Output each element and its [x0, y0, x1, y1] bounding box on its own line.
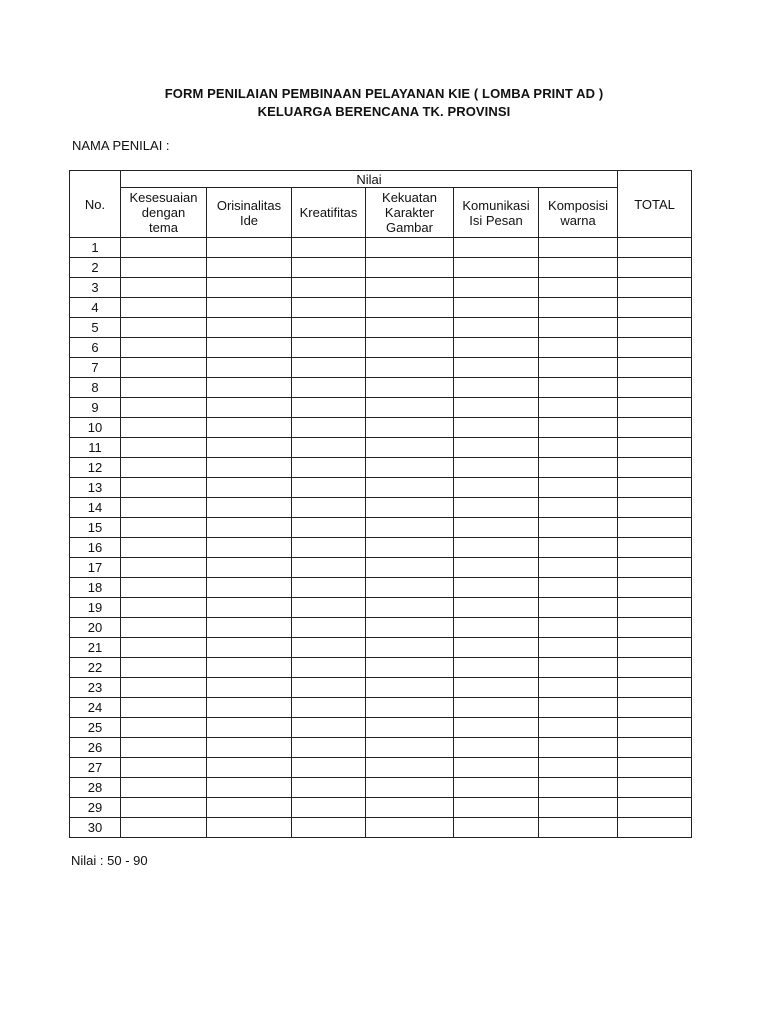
- score-range-note: Nilai : 50 - 90: [71, 853, 148, 868]
- row-number: 8: [70, 378, 121, 398]
- row-number: 23: [70, 678, 121, 698]
- table-row: [70, 758, 692, 778]
- score-cell[interactable]: [366, 658, 454, 678]
- score-cell[interactable]: [539, 678, 618, 698]
- score-cell[interactable]: [366, 438, 454, 458]
- score-cell[interactable]: [366, 498, 454, 518]
- table-row: [70, 778, 692, 798]
- total-cell[interactable]: [618, 338, 692, 358]
- table-row: [70, 818, 692, 838]
- score-cell[interactable]: [366, 618, 454, 638]
- criterion-label-line: Isi Pesan: [469, 212, 523, 228]
- score-cell[interactable]: [454, 398, 539, 418]
- score-cell[interactable]: [292, 718, 366, 738]
- row-number: 30: [70, 818, 121, 838]
- score-cell[interactable]: [454, 378, 539, 398]
- score-cell[interactable]: [207, 798, 292, 818]
- score-cell[interactable]: [207, 318, 292, 338]
- score-cell[interactable]: [292, 498, 366, 518]
- score-cell[interactable]: [292, 238, 366, 258]
- total-cell[interactable]: [618, 518, 692, 538]
- score-cell[interactable]: [121, 518, 207, 538]
- score-cell[interactable]: [454, 278, 539, 298]
- score-cell[interactable]: [539, 278, 618, 298]
- score-cell[interactable]: [207, 458, 292, 478]
- total-cell[interactable]: [618, 778, 692, 798]
- table-row: [70, 678, 692, 698]
- total-cell[interactable]: [618, 358, 692, 378]
- score-cell[interactable]: [292, 258, 366, 278]
- score-cell[interactable]: [366, 358, 454, 378]
- table-row: [70, 498, 692, 518]
- score-cell[interactable]: [454, 418, 539, 438]
- score-cell[interactable]: [207, 698, 292, 718]
- score-cell[interactable]: [121, 658, 207, 678]
- row-number: 1: [70, 238, 121, 258]
- criterion-label-line: Komunikasi: [462, 197, 530, 213]
- score-cell[interactable]: [539, 578, 618, 598]
- row-number: 24: [70, 698, 121, 718]
- score-cell[interactable]: [207, 598, 292, 618]
- score-cell[interactable]: [454, 818, 539, 838]
- score-cell[interactable]: [539, 598, 618, 618]
- row-number: 14: [70, 498, 121, 518]
- score-cell[interactable]: [207, 658, 292, 678]
- total-cell[interactable]: [618, 698, 692, 718]
- row-number: 12: [70, 458, 121, 478]
- score-cell[interactable]: [292, 658, 366, 678]
- form-title: FORM PENILAIAN PEMBINAAN PELAYANAN KIE ( LOMBA PRINT AD ): [164, 86, 604, 101]
- form-subtitle: KELUARGA BERENCANA TK. PROVINSI: [257, 104, 511, 119]
- total-cell[interactable]: [618, 758, 692, 778]
- header-criterion: [292, 188, 366, 238]
- score-cell[interactable]: [454, 778, 539, 798]
- score-cell[interactable]: [121, 638, 207, 658]
- total-cell[interactable]: [618, 598, 692, 618]
- score-cell[interactable]: [207, 398, 292, 418]
- total-cell[interactable]: [618, 278, 692, 298]
- score-cell[interactable]: [207, 818, 292, 838]
- score-cell[interactable]: [454, 798, 539, 818]
- score-cell[interactable]: [121, 498, 207, 518]
- score-cell[interactable]: [539, 458, 618, 478]
- score-cell[interactable]: [366, 418, 454, 438]
- table-row: [70, 738, 692, 758]
- table-row: [70, 318, 692, 338]
- score-cell[interactable]: [207, 638, 292, 658]
- criterion-label-line: Gambar: [386, 220, 433, 235]
- score-cell[interactable]: [454, 498, 539, 518]
- score-cell[interactable]: [207, 338, 292, 358]
- row-number: 17: [70, 558, 121, 578]
- score-cell[interactable]: [366, 698, 454, 718]
- table-row: [70, 338, 692, 358]
- row-number: 7: [70, 358, 121, 378]
- row-number: 6: [70, 338, 121, 358]
- table-row: [70, 298, 692, 318]
- score-cell[interactable]: [121, 338, 207, 358]
- score-cell[interactable]: [292, 798, 366, 818]
- table-row: [70, 258, 692, 278]
- score-cell[interactable]: [292, 338, 366, 358]
- score-cell[interactable]: [539, 318, 618, 338]
- table-row: [70, 518, 692, 538]
- score-cell[interactable]: [121, 718, 207, 738]
- total-cell[interactable]: [618, 798, 692, 818]
- score-cell[interactable]: [121, 478, 207, 498]
- score-cell[interactable]: [207, 778, 292, 798]
- total-cell[interactable]: [618, 418, 692, 438]
- total-cell[interactable]: [618, 398, 692, 418]
- score-cell[interactable]: [366, 278, 454, 298]
- score-cell[interactable]: [454, 698, 539, 718]
- total-cell[interactable]: [618, 678, 692, 698]
- score-cell[interactable]: [366, 378, 454, 398]
- score-cell[interactable]: [366, 318, 454, 338]
- score-cell[interactable]: [454, 538, 539, 558]
- total-cell[interactable]: [618, 818, 692, 838]
- row-number: 22: [70, 658, 121, 678]
- table-row: [70, 418, 692, 438]
- score-cell[interactable]: [454, 758, 539, 778]
- score-cell[interactable]: [366, 818, 454, 838]
- total-cell[interactable]: [618, 318, 692, 338]
- score-cell[interactable]: [539, 798, 618, 818]
- row-number: 3: [70, 278, 121, 298]
- table-row: [70, 398, 692, 418]
- total-cell[interactable]: [618, 638, 692, 658]
- score-cell[interactable]: [454, 298, 539, 318]
- score-cell[interactable]: [454, 738, 539, 758]
- assessment-table: [69, 170, 692, 838]
- header-criterion: [121, 188, 207, 238]
- row-number: 21: [70, 638, 121, 658]
- score-cell[interactable]: [121, 278, 207, 298]
- score-cell[interactable]: [121, 418, 207, 438]
- score-cell[interactable]: [207, 578, 292, 598]
- score-cell[interactable]: [207, 758, 292, 778]
- score-cell[interactable]: [207, 618, 292, 638]
- score-cell[interactable]: [539, 698, 618, 718]
- table-row: [70, 698, 692, 718]
- table-row: [70, 638, 692, 658]
- row-number: 25: [70, 718, 121, 738]
- score-cell[interactable]: [366, 758, 454, 778]
- row-number: 28: [70, 778, 121, 798]
- score-cell[interactable]: [539, 558, 618, 578]
- score-cell[interactable]: [207, 538, 292, 558]
- score-cell[interactable]: [539, 418, 618, 438]
- score-cell[interactable]: [366, 678, 454, 698]
- score-cell[interactable]: [454, 478, 539, 498]
- criterion-label-line: Komposisi: [548, 197, 608, 213]
- total-cell[interactable]: [618, 298, 692, 318]
- row-number: 2: [70, 258, 121, 278]
- score-cell[interactable]: [454, 618, 539, 638]
- score-cell[interactable]: [207, 518, 292, 538]
- score-cell[interactable]: [454, 658, 539, 678]
- score-cell[interactable]: [539, 298, 618, 318]
- score-cell[interactable]: [539, 338, 618, 358]
- score-cell[interactable]: [207, 358, 292, 378]
- total-cell[interactable]: [618, 618, 692, 638]
- score-cell[interactable]: [121, 798, 207, 818]
- score-cell[interactable]: [121, 818, 207, 838]
- table-row: [70, 458, 692, 478]
- table-body: [70, 238, 692, 838]
- score-cell[interactable]: [366, 598, 454, 618]
- score-cell[interactable]: [292, 698, 366, 718]
- score-cell[interactable]: [207, 558, 292, 578]
- score-cell[interactable]: [366, 718, 454, 738]
- score-cell[interactable]: [121, 758, 207, 778]
- score-cell[interactable]: [366, 458, 454, 478]
- score-cell[interactable]: [121, 298, 207, 318]
- score-cell[interactable]: [539, 718, 618, 738]
- criterion-label-line: Ide: [239, 212, 259, 228]
- score-cell[interactable]: [366, 518, 454, 538]
- score-cell[interactable]: [207, 238, 292, 258]
- score-cell[interactable]: [207, 738, 292, 758]
- score-cell[interactable]: [454, 258, 539, 278]
- criterion-label-line: tema: [149, 220, 178, 235]
- score-cell[interactable]: [539, 638, 618, 658]
- score-cell[interactable]: [121, 738, 207, 758]
- row-number: 4: [70, 298, 121, 318]
- total-cell[interactable]: [618, 578, 692, 598]
- total-cell[interactable]: [618, 558, 692, 578]
- score-cell[interactable]: [454, 558, 539, 578]
- header-criterion: [539, 188, 618, 238]
- score-cell[interactable]: [121, 618, 207, 638]
- score-cell[interactable]: [121, 598, 207, 618]
- table-row: [70, 658, 692, 678]
- score-cell[interactable]: [454, 338, 539, 358]
- score-cell[interactable]: [121, 438, 207, 458]
- total-cell[interactable]: [618, 258, 692, 278]
- score-cell[interactable]: [454, 578, 539, 598]
- header-nilai-group: Nilai: [121, 171, 618, 188]
- score-cell[interactable]: [292, 438, 366, 458]
- total-cell[interactable]: [618, 658, 692, 678]
- score-cell[interactable]: [366, 578, 454, 598]
- score-cell[interactable]: [121, 258, 207, 278]
- table-row: [70, 578, 692, 598]
- table-row: [70, 238, 692, 258]
- score-cell[interactable]: [121, 398, 207, 418]
- score-cell[interactable]: [539, 478, 618, 498]
- score-cell[interactable]: [539, 438, 618, 458]
- row-number: 26: [70, 738, 121, 758]
- score-cell[interactable]: [292, 518, 366, 538]
- table-row: [70, 538, 692, 558]
- score-cell[interactable]: [454, 458, 539, 478]
- score-cell[interactable]: [366, 778, 454, 798]
- row-number: 5: [70, 318, 121, 338]
- score-cell[interactable]: [292, 278, 366, 298]
- row-number: 29: [70, 798, 121, 818]
- score-cell[interactable]: [454, 718, 539, 738]
- table-row: [70, 558, 692, 578]
- row-number: 27: [70, 758, 121, 778]
- score-cell[interactable]: [292, 638, 366, 658]
- score-cell[interactable]: [292, 678, 366, 698]
- score-cell[interactable]: [292, 558, 366, 578]
- criterion-label-line: Orisinalitas: [216, 197, 282, 213]
- score-cell[interactable]: [366, 298, 454, 318]
- score-cell[interactable]: [366, 398, 454, 418]
- score-cell[interactable]: [121, 358, 207, 378]
- score-cell[interactable]: [121, 778, 207, 798]
- score-cell[interactable]: [292, 578, 366, 598]
- row-number: 19: [70, 598, 121, 618]
- score-cell[interactable]: [366, 238, 454, 258]
- score-cell[interactable]: [366, 738, 454, 758]
- criterion-label-line: dengan: [141, 205, 186, 220]
- score-cell[interactable]: [366, 478, 454, 498]
- score-cell[interactable]: [539, 778, 618, 798]
- total-cell[interactable]: [618, 478, 692, 498]
- score-cell[interactable]: [454, 438, 539, 458]
- score-cell[interactable]: [292, 398, 366, 418]
- score-cell[interactable]: [539, 758, 618, 778]
- score-cell[interactable]: [539, 658, 618, 678]
- total-cell[interactable]: [618, 718, 692, 738]
- score-cell[interactable]: [366, 258, 454, 278]
- score-cell[interactable]: [207, 678, 292, 698]
- table-row: [70, 358, 692, 378]
- score-cell[interactable]: [207, 298, 292, 318]
- score-cell[interactable]: [454, 598, 539, 618]
- score-cell[interactable]: [207, 498, 292, 518]
- table-row: [70, 798, 692, 818]
- score-cell[interactable]: [121, 318, 207, 338]
- score-cell[interactable]: [207, 278, 292, 298]
- score-cell[interactable]: [207, 418, 292, 438]
- total-cell[interactable]: [618, 378, 692, 398]
- criterion-label-line: Kesesuaian: [129, 190, 198, 205]
- score-cell[interactable]: [121, 698, 207, 718]
- score-cell[interactable]: [366, 558, 454, 578]
- score-cell[interactable]: [454, 518, 539, 538]
- score-cell[interactable]: [292, 318, 366, 338]
- score-cell[interactable]: [207, 258, 292, 278]
- score-cell[interactable]: [539, 258, 618, 278]
- header-no: No.: [70, 171, 121, 238]
- score-cell[interactable]: [539, 518, 618, 538]
- score-cell[interactable]: [454, 238, 539, 258]
- score-cell[interactable]: [207, 438, 292, 458]
- score-cell[interactable]: [454, 358, 539, 378]
- row-number: 18: [70, 578, 121, 598]
- score-cell[interactable]: [292, 418, 366, 438]
- evaluator-name-label: NAMA PENILAI :: [72, 138, 170, 153]
- score-cell[interactable]: [539, 618, 618, 638]
- score-cell[interactable]: [292, 478, 366, 498]
- score-cell[interactable]: [292, 758, 366, 778]
- row-number: 20: [70, 618, 121, 638]
- score-cell[interactable]: [121, 238, 207, 258]
- score-cell[interactable]: [121, 378, 207, 398]
- score-cell[interactable]: [292, 738, 366, 758]
- total-cell[interactable]: [618, 438, 692, 458]
- score-cell[interactable]: [454, 318, 539, 338]
- score-cell[interactable]: [454, 638, 539, 658]
- score-cell[interactable]: [207, 478, 292, 498]
- score-cell[interactable]: [207, 378, 292, 398]
- table-row: [70, 598, 692, 618]
- score-cell[interactable]: [539, 818, 618, 838]
- total-cell[interactable]: [618, 538, 692, 558]
- score-cell[interactable]: [539, 358, 618, 378]
- header-total: TOTAL: [618, 171, 692, 238]
- score-cell[interactable]: [366, 538, 454, 558]
- header-criterion: [207, 188, 292, 238]
- row-number: 11: [70, 438, 121, 458]
- score-cell[interactable]: [292, 378, 366, 398]
- row-number: 13: [70, 478, 121, 498]
- row-number: 10: [70, 418, 121, 438]
- row-number: 9: [70, 398, 121, 418]
- table-row: [70, 438, 692, 458]
- score-cell[interactable]: [539, 238, 618, 258]
- score-cell[interactable]: [292, 778, 366, 798]
- table-row: [70, 378, 692, 398]
- score-cell[interactable]: [121, 578, 207, 598]
- score-cell[interactable]: [292, 598, 366, 618]
- score-cell[interactable]: [454, 678, 539, 698]
- score-cell[interactable]: [539, 498, 618, 518]
- total-cell[interactable]: [618, 238, 692, 258]
- score-cell[interactable]: [539, 398, 618, 418]
- total-cell[interactable]: [618, 458, 692, 478]
- score-cell[interactable]: [539, 538, 618, 558]
- score-cell[interactable]: [366, 338, 454, 358]
- score-cell[interactable]: [292, 538, 366, 558]
- score-cell[interactable]: [292, 458, 366, 478]
- score-cell[interactable]: [121, 458, 207, 478]
- score-cell[interactable]: [539, 378, 618, 398]
- total-cell[interactable]: [618, 738, 692, 758]
- criterion-label-line: Karakter: [384, 205, 435, 220]
- score-cell[interactable]: [366, 638, 454, 658]
- score-cell[interactable]: [207, 718, 292, 738]
- score-cell[interactable]: [121, 558, 207, 578]
- score-cell[interactable]: [292, 818, 366, 838]
- score-cell[interactable]: [121, 678, 207, 698]
- row-number: 16: [70, 538, 121, 558]
- criterion-label-line: Kreatifitas: [299, 205, 358, 220]
- score-cell[interactable]: [121, 538, 207, 558]
- criterion-label-line: Kekuatan: [382, 190, 437, 205]
- header-criterion: [454, 188, 539, 238]
- score-cell[interactable]: [292, 298, 366, 318]
- table-row: [70, 718, 692, 738]
- criterion-label-line: warna: [560, 212, 596, 228]
- header-criterion: [366, 188, 454, 238]
- table-row: [70, 478, 692, 498]
- score-cell[interactable]: [292, 618, 366, 638]
- row-number: 15: [70, 518, 121, 538]
- score-cell[interactable]: [292, 358, 366, 378]
- table-row: [70, 618, 692, 638]
- score-cell[interactable]: [366, 798, 454, 818]
- total-cell[interactable]: [618, 498, 692, 518]
- score-cell[interactable]: [539, 738, 618, 758]
- table-row: [70, 278, 692, 298]
